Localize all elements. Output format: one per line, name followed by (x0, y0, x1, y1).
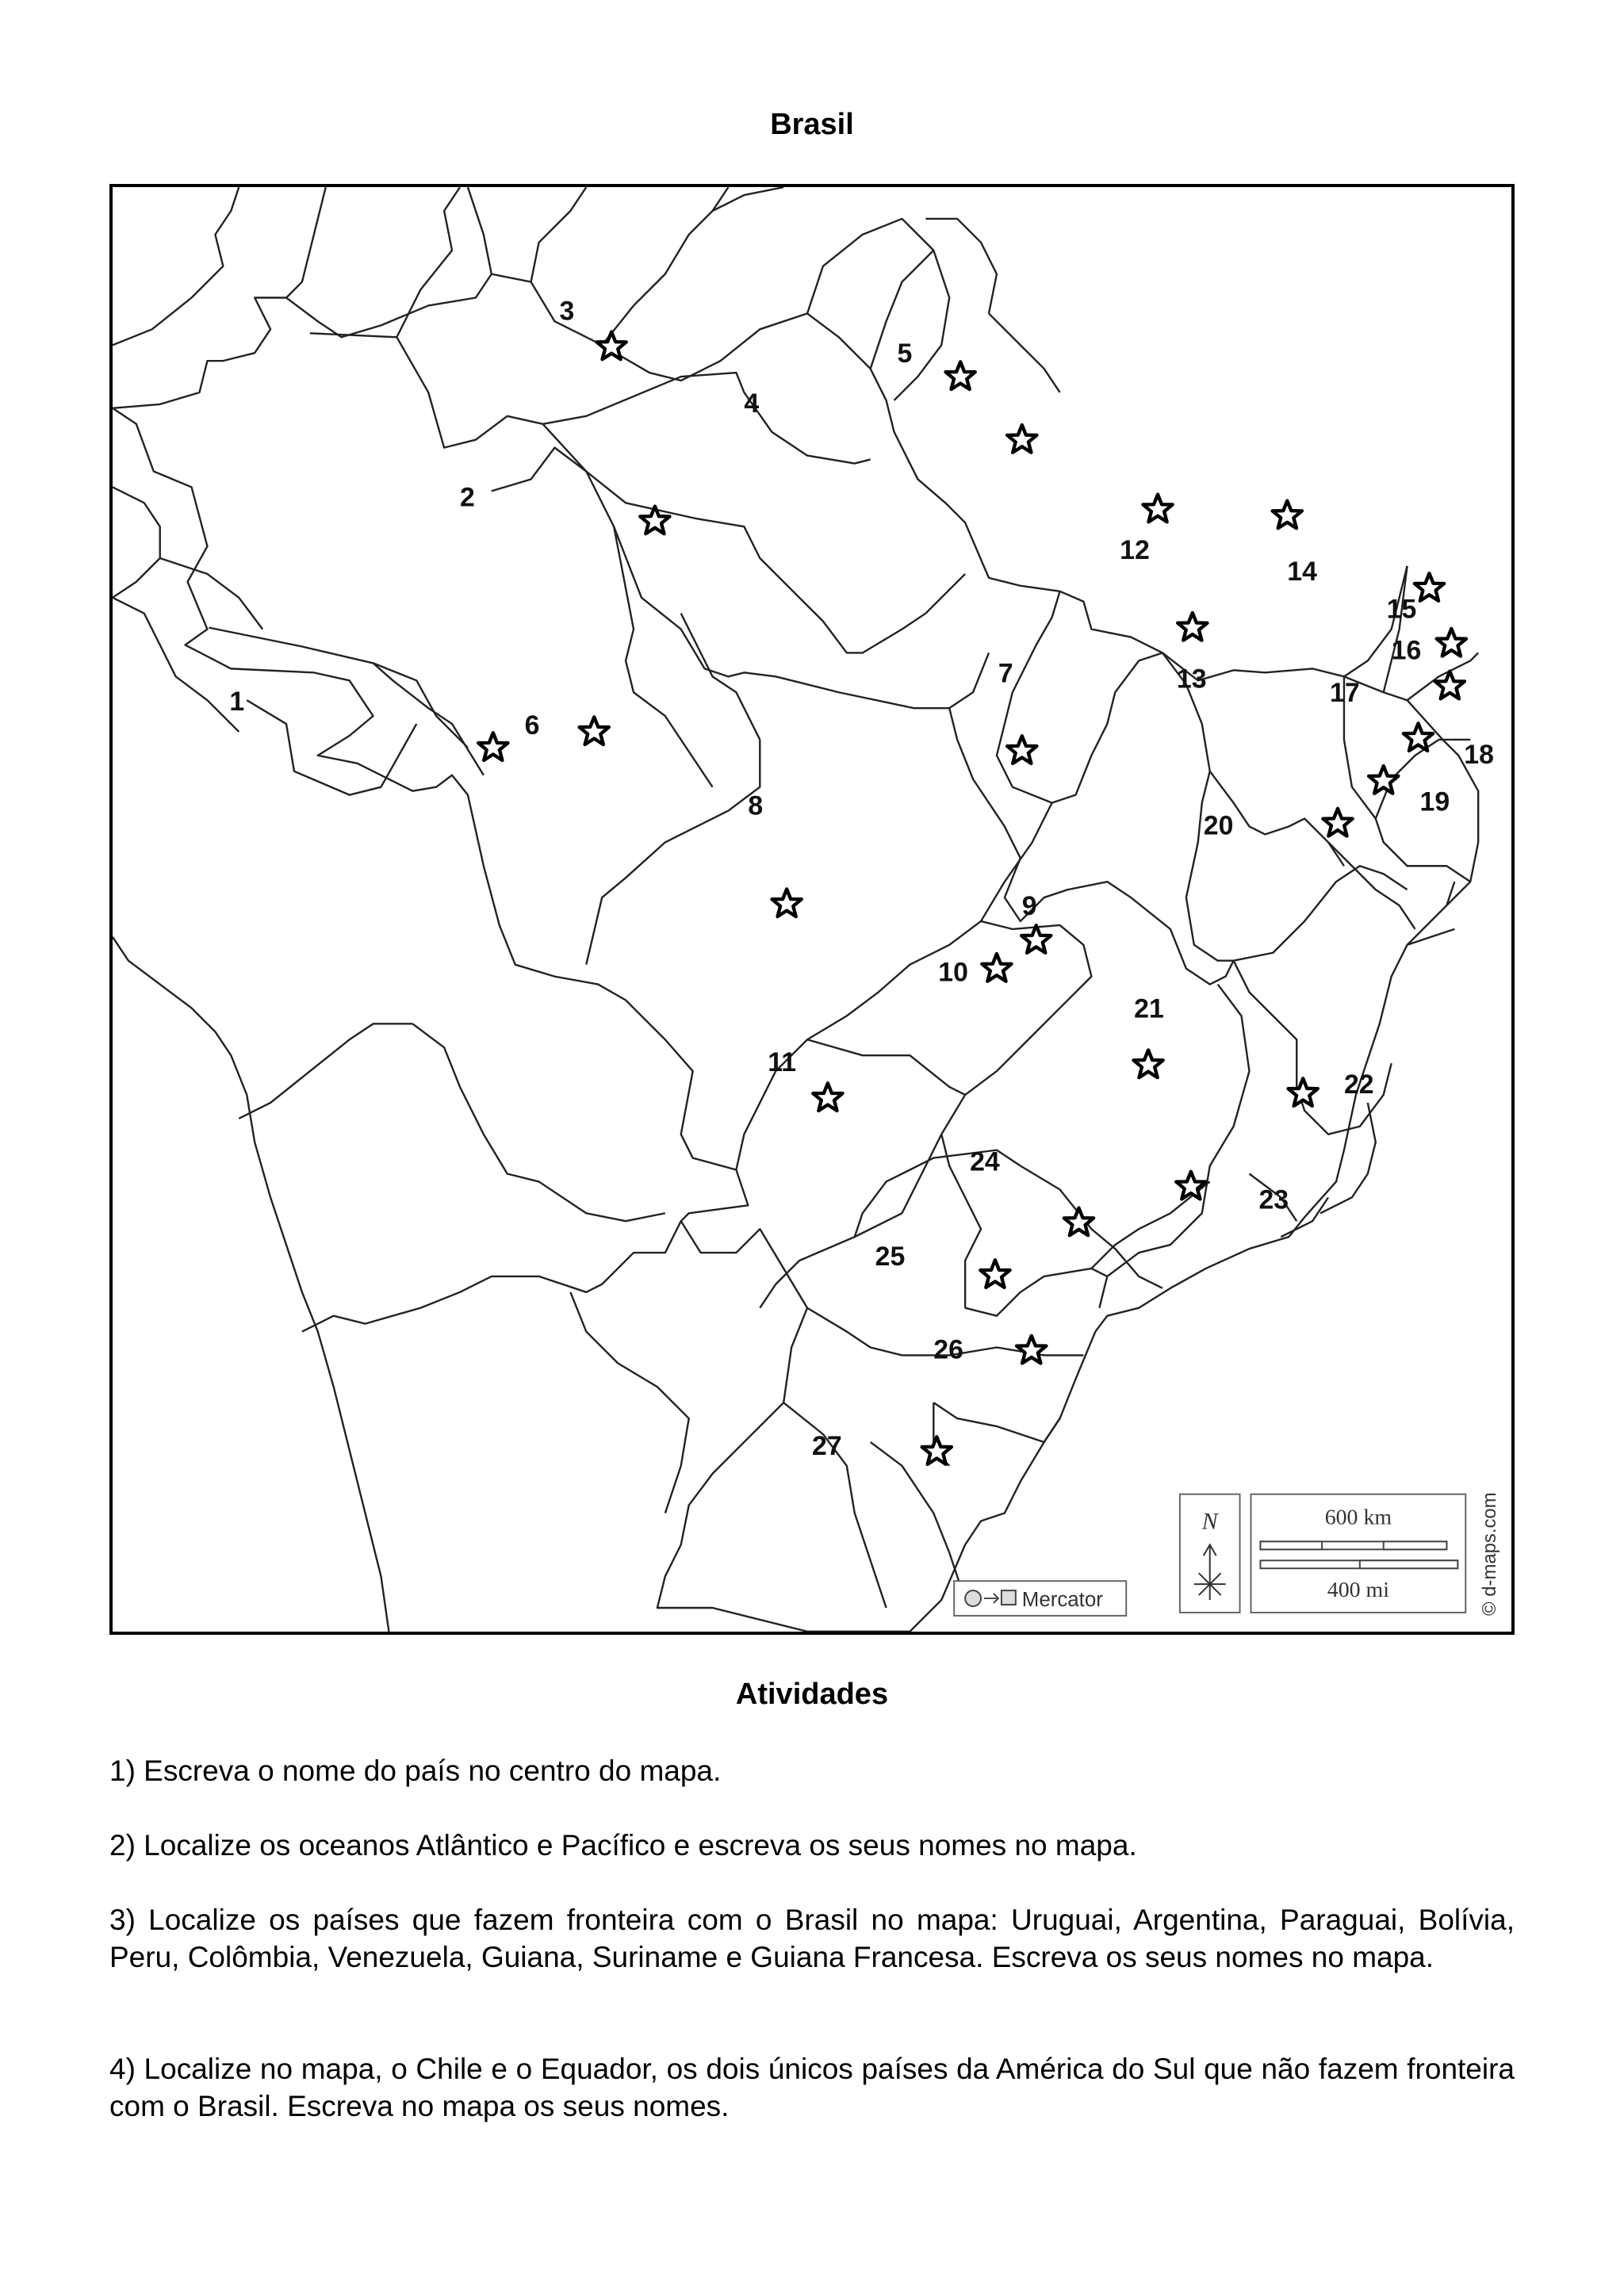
state-label-19: 19 (1419, 786, 1450, 817)
activity-item-4: 4) Localize no mapa, o Chile e o Equador, os dois únicos países da América do Sul que não fazem fronteira com o Brasil. Escreva no mapa os seus nomes. (109, 2053, 1515, 2122)
state-label-18: 18 (1464, 739, 1494, 770)
state-label-1: 1 (229, 687, 245, 718)
star-icon (1437, 629, 1466, 656)
state-label-3: 3 (559, 296, 575, 327)
state-label-22: 22 (1343, 1069, 1374, 1100)
star-icon (982, 954, 1011, 982)
star-icon (813, 1083, 842, 1111)
star-icon (640, 507, 669, 534)
north-label: N (1201, 1508, 1218, 1535)
state-label-23: 23 (1258, 1184, 1289, 1215)
state-label-26: 26 (933, 1334, 963, 1365)
state-label-21: 21 (1134, 993, 1164, 1024)
star-icon (1017, 1336, 1046, 1364)
state-label-5: 5 (897, 339, 913, 369)
state-label-20: 20 (1203, 810, 1234, 841)
scale-mi-label: 400 mi (1327, 1578, 1389, 1603)
star-icon (1007, 736, 1036, 763)
state-label-7: 7 (998, 658, 1013, 689)
scale-km-label: 600 km (1324, 1505, 1392, 1530)
state-label-12: 12 (1120, 535, 1150, 566)
activity-item-1: 1) Escreva o nome do país no centro do mapa. (109, 1755, 722, 1787)
star-icon (1415, 573, 1444, 601)
star-icon (1133, 1050, 1162, 1077)
star-icon (1369, 766, 1398, 794)
state-label-8: 8 (748, 790, 764, 821)
activity-item-2: 2) Localize os oceanos Atlântico e Pacífico e escreva os seus nomes no mapa. (109, 1829, 1137, 1862)
north-arrow (1180, 1494, 1240, 1613)
page-title: Brasil (770, 108, 854, 141)
state-label-17: 17 (1330, 678, 1360, 709)
state-label-10: 10 (938, 957, 968, 988)
projection-label: Mercator (1021, 1589, 1103, 1612)
star-icon (1273, 501, 1302, 529)
scale-bar (1251, 1494, 1465, 1613)
state-label-13: 13 (1176, 664, 1207, 695)
state-label-15: 15 (1386, 594, 1417, 625)
star-icon (772, 889, 802, 916)
star-icon (1064, 1208, 1094, 1236)
state-label-14: 14 (1287, 556, 1317, 587)
activities-heading: Atividades (735, 1678, 889, 1711)
star-icon (1176, 1172, 1205, 1200)
star-icon (1143, 495, 1172, 522)
brazil-map (109, 184, 1515, 1635)
state-label-9: 9 (1021, 890, 1037, 921)
state-label-11: 11 (768, 1047, 797, 1078)
star-icon (980, 1260, 1009, 1288)
star-icon (478, 733, 508, 760)
state-number-labels (229, 296, 1494, 1461)
state-label-25: 25 (875, 1241, 906, 1272)
state-label-4: 4 (744, 388, 760, 419)
star-icon (1289, 1078, 1318, 1106)
star-icon (946, 362, 975, 389)
state-label-24: 24 (970, 1146, 1000, 1177)
state-label-16: 16 (1391, 635, 1422, 666)
state-label-6: 6 (524, 710, 540, 741)
star-icon (580, 717, 609, 744)
state-label-27: 27 (812, 1430, 842, 1461)
activity-item-3: 3) Localize os países que fazem fronteira com o Brasil no mapa: Uruguai, Argentina, Paraguai, Bolívia, Peru, Colômbia, Venezuela, Guiana, Suriname e Guiana Francesa. Escreva os seus nomes no mapa. (109, 1904, 1515, 1973)
star-icon (597, 332, 626, 360)
star-icon (1178, 613, 1207, 641)
star-icon (1323, 809, 1352, 836)
capital-stars (478, 332, 1466, 1464)
star-icon (1021, 925, 1051, 953)
watermark: © d-maps.com (1479, 1492, 1501, 1616)
star-icon (1007, 425, 1036, 453)
star-icon (922, 1437, 952, 1464)
state-label-2: 2 (460, 482, 475, 513)
projection-badge (954, 1581, 1126, 1616)
